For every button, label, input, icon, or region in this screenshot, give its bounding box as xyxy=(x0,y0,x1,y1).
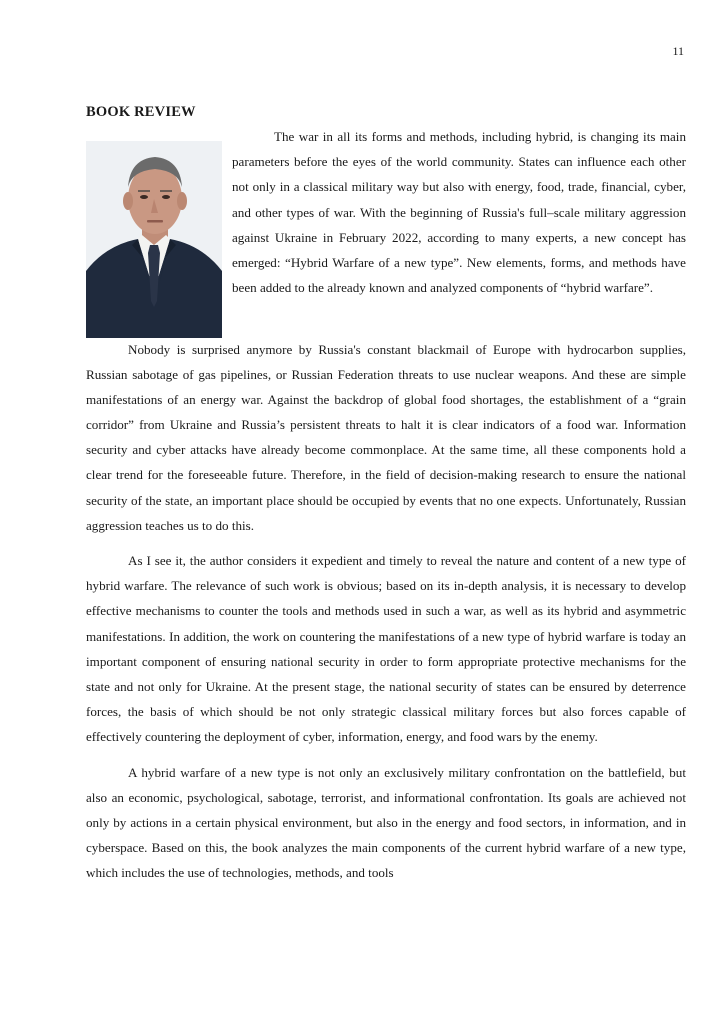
article-body xyxy=(86,337,686,895)
body-paragraph: As I see it, the author considers it expedient and timely to reveal the nature and content of a new type of hybrid warfare. The relevance of such work is obvious; based on its in-depth analysis, it is necessary to develop effective mechanisms to counter the tools and methods used in such a war, as well as its hybrid and asymmetric manifestations. In addition, the work on countering the manifestations of a new type of hybrid warfare is today an important component of ensuring national security in order to form appropriate protective mechanisms for the state and not only for Ukraine. At the present stage, the national security of states can be ensured by deterrence forces, the basis of which should be not only strategic classical military forces but also forces capable of effectively countering the deployment of cyber, information, energy, and food wars by the enemy. xyxy=(86,553,686,744)
section-heading: BOOK REVIEW xyxy=(86,104,196,120)
body-paragraph: Nobody is surprised anymore by Russia's constant blackmail of Europe with hydrocarbon supplies, Russian sabotage of gas pipelines, or Russian Federation threats to use nuclear weapons. And these are simple manifestations of an energy war. Against the backdrop of global food shortages, the establishment of a “grain corridor” from Ukraine and Russia’s persistent threats to halt it is clear indicators of a food war. Information security and cyber attacks have already become commonplace. At the same time, all these components hold a clear trend for the foreseeable future. Therefore, in the field of decision-making research to ensure the national security of the state, an important place should be occupied by events that no one expects. Unfortunately, Russian aggression teaches us to do this. xyxy=(86,342,686,533)
portrait-image xyxy=(86,141,222,338)
author-photo xyxy=(86,141,222,338)
page-number: 11 xyxy=(672,44,684,58)
body-paragraph: A hybrid warfare of a new type is not only an exclusively military confrontation on the battlefield, but also an economic, psychological, sabotage, terrorist, and informational confrontation. Its goals are achieved not only by actions in a certain physical environment, but also in the energy and food sectors, in information, and in cyberspace. Based on this, the book analyzes the main components of the current hybrid warfare of a new type, which includes the use of technologies, methods, and tools xyxy=(86,764,686,880)
intro-paragraph: The war in all its forms and methods, including hybrid, is changing its main parameters before the eyes of the world community. States can influence each other not only in a classical military way but also with energy, food, trade, financial, cyber, and other types of war. With the beginning of Russia's full–scale military aggression against Ukraine in February 2022, according to many experts, a new concept has emerged: “Hybrid Warfare of a new type”. New elements, forms, and methods have been added to the already known and analyzed components of “hybrid warfare”. xyxy=(232,129,686,296)
